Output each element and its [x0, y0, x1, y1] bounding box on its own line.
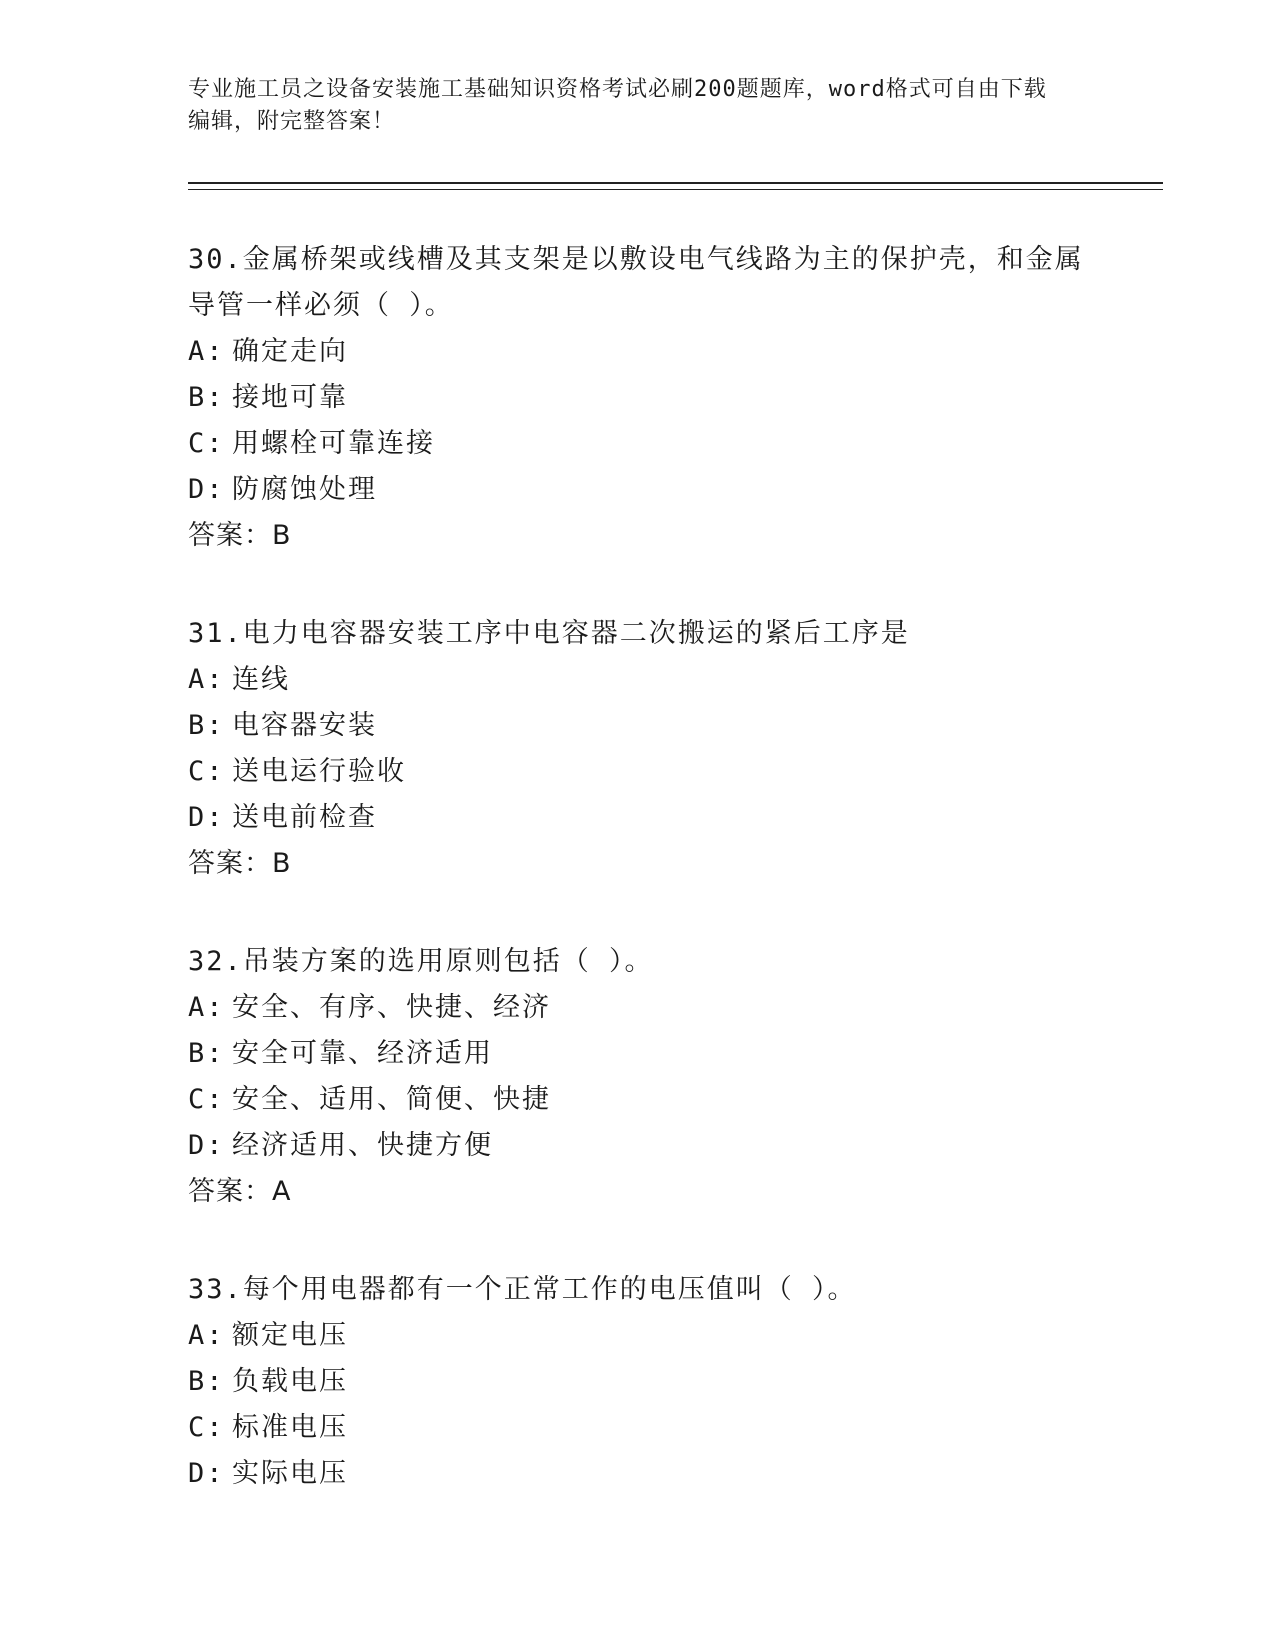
option-text: 防腐蚀处理 — [232, 474, 377, 505]
option-letter: D: — [188, 474, 225, 505]
option-letter: A: — [188, 336, 225, 367]
option-letter: B: — [188, 1366, 225, 1397]
option-c — [188, 1077, 1168, 1123]
option-d — [188, 1123, 1168, 1169]
option-text: 电容器安装 — [232, 710, 377, 741]
option-b — [188, 703, 1168, 749]
question-32 — [188, 939, 1168, 1215]
answer: 答案：B — [188, 848, 292, 879]
option-text: 安全、有序、快捷、经济 — [232, 992, 551, 1023]
option-b — [188, 1031, 1168, 1077]
option-letter: A: — [188, 992, 225, 1023]
question-stem: 31.电力电容器安装工序中电容器二次搬运的紧后工序是 — [188, 618, 910, 649]
option-letter: C: — [188, 428, 225, 459]
document-page — [188, 0, 1168, 1497]
document-header: 专业施工员之设备安装施工基础知识资格考试必刷200题题库，word格式可自由下载编辑，附完整答案！ — [188, 77, 1047, 134]
option-b — [188, 1359, 1168, 1405]
option-letter: D: — [188, 1130, 225, 1161]
option-letter: B: — [188, 710, 225, 741]
option-text: 安全、适用、简便、快捷 — [232, 1084, 551, 1115]
question-30 — [188, 237, 1168, 559]
header-divider — [188, 182, 1163, 190]
option-a — [188, 1313, 1168, 1359]
question-stem: 30.金属桥架或线槽及其支架是以敷设电气线路为主的保护壳，和金属导管一样必须（ ）。 — [188, 244, 1084, 321]
option-text: 送电运行验收 — [232, 756, 406, 787]
option-b — [188, 375, 1168, 421]
option-c — [188, 749, 1168, 795]
option-letter: B: — [188, 382, 225, 413]
answer: 答案：A — [188, 1176, 292, 1207]
option-letter: D: — [188, 1458, 225, 1489]
option-a — [188, 329, 1168, 375]
option-letter: B: — [188, 1038, 225, 1069]
option-letter: A: — [188, 1320, 225, 1351]
option-letter: C: — [188, 1084, 225, 1115]
answer: 答案：B — [188, 520, 292, 551]
option-text: 负载电压 — [232, 1366, 348, 1397]
option-text: 确定走向 — [232, 336, 348, 367]
option-a — [188, 985, 1168, 1031]
option-d — [188, 467, 1168, 513]
question-33 — [188, 1267, 1168, 1497]
option-d — [188, 1451, 1168, 1497]
option-letter: C: — [188, 1412, 225, 1443]
option-text: 送电前检查 — [232, 802, 377, 833]
option-text: 安全可靠、经济适用 — [232, 1038, 493, 1069]
option-c — [188, 1405, 1168, 1451]
question-31 — [188, 611, 1168, 887]
question-stem: 33.每个用电器都有一个正常工作的电压值叫（ ）。 — [188, 1274, 857, 1305]
option-letter: D: — [188, 802, 225, 833]
option-text: 标准电压 — [232, 1412, 348, 1443]
option-c — [188, 421, 1168, 467]
option-d — [188, 795, 1168, 841]
option-letter: C: — [188, 756, 225, 787]
question-stem: 32.吊装方案的选用原则包括（ ）。 — [188, 946, 654, 977]
option-text: 用螺栓可靠连接 — [232, 428, 435, 459]
option-text: 连线 — [232, 664, 290, 695]
option-text: 实际电压 — [232, 1458, 348, 1489]
option-text: 额定电压 — [232, 1320, 348, 1351]
option-text: 接地可靠 — [232, 382, 348, 413]
option-letter: A: — [188, 664, 225, 695]
option-a — [188, 657, 1168, 703]
option-text: 经济适用、快捷方便 — [232, 1130, 493, 1161]
